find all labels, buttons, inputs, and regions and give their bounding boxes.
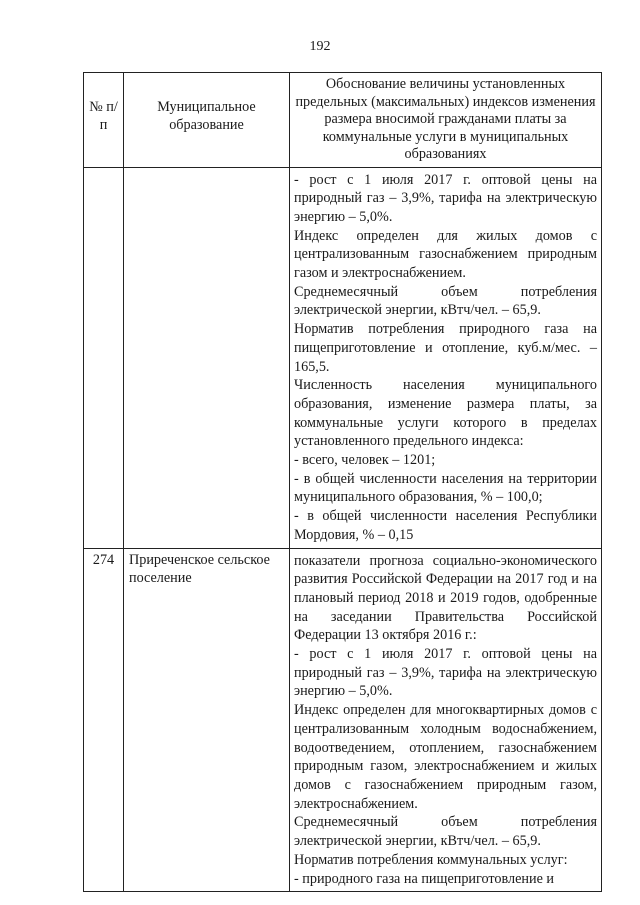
header-municipality: Муниципальное образование — [157, 99, 256, 133]
paragraph: - в общей численности населения на территории муниципального образования, % – 100,0; — [294, 470, 597, 506]
table-header-row — [84, 73, 602, 168]
paragraph: - всего, человек – 1201; — [294, 452, 436, 469]
row-number-cell — [84, 548, 124, 892]
row-municipality — [124, 168, 289, 170]
header-number: № п/п — [89, 99, 118, 133]
header-municipality-cell — [124, 73, 290, 168]
table-row — [84, 167, 602, 548]
header-justification-cell — [290, 73, 602, 168]
paragraph: Норматив потребления природного газа на пищеприготовление и отопление, куб.м/мес. – 165,5. — [294, 321, 597, 375]
paragraph: Индекс определен для жилых домов с централизованным газоснабжением природным газом и электроснабжением. — [294, 227, 597, 282]
table-row — [84, 548, 602, 892]
paragraph: Норматив потребления коммунальных услуг: — [294, 851, 568, 868]
row-municipality-cell — [124, 167, 290, 548]
row-municipality: Приреченское сельское поселение — [129, 551, 270, 587]
paragraph: показатели прогноза социально-экономического развития Российской Федерации на 2017 год и на плановый период 2018 и 2019 годов, одобренные на заседании Правительства Российской Федерации 13 октября 2016 г.: — [294, 552, 597, 644]
paragraph: Численность населения муниципального образования, изменение размера платы, за коммунальные услуги которого в пределах установленного предельного индекса: — [294, 377, 597, 450]
row-justification-cell — [290, 167, 602, 548]
paragraph: Среднемесячный объем потребления электрической энергии, кВтч/чел. – 65,9. — [294, 814, 597, 850]
page-number: 192 — [309, 39, 331, 54]
row-justification-cell — [290, 548, 602, 892]
paragraph: Индекс определен для многоквартирных домов с централизованным холодным водоснабжением, водоотведением, отоплением, газоснабжением природным газом, электроснабжением и жилых домов с газоснабжением природным газом, электроснабжением. — [294, 702, 597, 812]
paragraph: - рост с 1 июля 2017 г. оптовой цены на природный газ – 3,9%, тарифа на электрическую энергию – 5,0%. — [294, 646, 597, 700]
header-justification: Обоснование величины установленных предельных (максимальных) индексов изменения размера вносимой гражданами платы за коммунальные услуги в муниципальных образованиях — [295, 76, 596, 162]
row-number — [84, 168, 123, 170]
row-justification — [290, 168, 601, 548]
tariff-index-table — [83, 72, 602, 892]
paragraph: Среднемесячный объем потребления электрической энергии, кВтч/чел. – 65,9. — [294, 283, 597, 319]
row-municipality-cell — [124, 548, 290, 892]
paragraph: - в общей численности населения Республики Мордовия, % – 0,15 — [294, 508, 597, 543]
paragraph: - рост с 1 июля 2017 г. оптовой цены на природный газ – 3,9%, тарифа на электрическую энергию – 5,0%. — [294, 171, 597, 225]
row-justification — [290, 549, 601, 892]
row-number: 274 — [92, 551, 115, 568]
paragraph: - природного газа на пищеприготовление и — [294, 870, 555, 887]
header-number-cell — [84, 73, 124, 168]
row-number-cell — [84, 167, 124, 548]
